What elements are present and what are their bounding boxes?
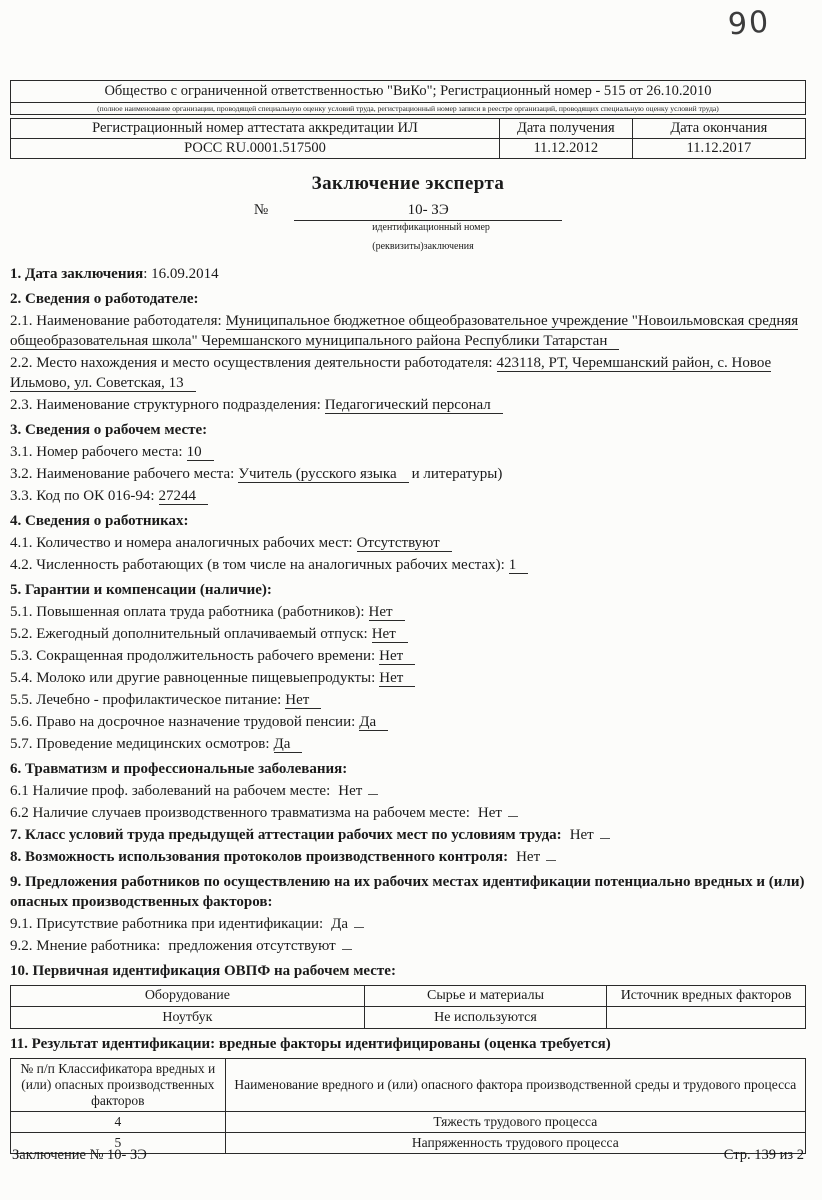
page-footer: [12, 1147, 804, 1164]
guarantee-label: 5.7. Проведение медицинских осмотров:: [10, 736, 270, 752]
cell-raw-materials-value: Не используются: [364, 1007, 606, 1029]
guarantee-value: Нет: [285, 692, 321, 709]
guarantee-item: [10, 668, 806, 688]
guarantee-item: [10, 734, 806, 754]
section-5-heading: 5. Гарантии и компенсации (наличие):: [10, 582, 272, 598]
section-9-heading: 9. Предложения работников по осуществлению на их рабочих местах идентификации потенциально вредных и (или) опасных производственных факторов:: [10, 874, 805, 910]
date-end-label: Дата окончания: [632, 119, 805, 139]
field-2-2-label: 2.2. Место нахождения и место осуществления деятельности работодателя:: [10, 355, 493, 371]
field-9-1-value: Да: [331, 916, 349, 932]
field-2-3: [10, 395, 806, 415]
number-caption: идентификационный номер: [372, 222, 490, 233]
field-3-3-value: 27244: [159, 488, 209, 505]
org-header-table: [10, 80, 806, 115]
fill-line: [600, 826, 610, 839]
section-10-heading: 10. Первичная идентификация ОВПФ на рабочем месте:: [10, 963, 396, 979]
field-7: [10, 825, 806, 845]
field-3-3-label: 3.3. Код по ОК 016-94:: [10, 488, 155, 504]
cell-hazard-source-value: [607, 1007, 806, 1029]
section-6-heading: 6. Травматизм и профессиональные заболевания:: [10, 761, 348, 777]
guarantee-label: 5.4. Молоко или другие равноценные пищевыепродукты:: [10, 670, 376, 686]
field-4-2-label: 4.2. Численность работающих (в том числе на аналогичных рабочих местах):: [10, 557, 505, 573]
field-2-3-value: Педагогический персонал: [325, 397, 503, 414]
guarantee-item: [10, 712, 806, 732]
field-3-1-label: 3.1. Номер рабочего места:: [10, 444, 183, 460]
field-3-2: [10, 464, 806, 484]
guarantee-label: 5.2. Ежегодный дополнительный оплачиваемый отпуск:: [10, 626, 368, 642]
field-date: [10, 264, 806, 284]
section-3-heading: 3. Сведения о рабочем месте:: [10, 422, 208, 438]
field-6-1: [10, 781, 806, 801]
fill-line: [508, 804, 518, 817]
field-9-2-value: предложения отсутствуют: [168, 938, 336, 954]
cell-factor-name: Напряженность трудового процесса: [225, 1133, 805, 1154]
field-4-2-value: 1: [509, 557, 529, 574]
fill-line: [546, 848, 556, 861]
field-date-value: : 16.09.2014: [143, 266, 219, 282]
fill-line: [368, 782, 378, 795]
guarantee-label: 5.5. Лечебно - профилактическое питание:: [10, 692, 282, 708]
footer-page-indicator: Стр. 139 из 2: [723, 1147, 804, 1163]
field-9-2: [10, 936, 806, 956]
guarantee-item: [10, 624, 806, 644]
fill-line: [342, 937, 352, 950]
cell-factor-number: 5: [11, 1133, 226, 1154]
cell-equipment-value: Ноутбук: [11, 1007, 365, 1029]
cell-factor-name: Тяжесть трудового процесса: [225, 1112, 805, 1133]
guarantee-label: 5.1. Повышенная оплата труда работника (работников):: [10, 604, 365, 620]
org-note: (полное наименование организации, проводящей специальную оценку условий труда, регистрационный номер записи в реестре организаций, проводящих специальную оценку условий труда): [11, 103, 806, 115]
date-received-label: Дата получения: [499, 119, 632, 139]
accreditation-table: [10, 118, 806, 159]
guarantee-value: Нет: [379, 670, 415, 687]
col-factor-name: Наименование вредного и (или) опасного фактора производственной среды и трудового процесса: [225, 1059, 805, 1112]
guarantee-value: Да: [359, 714, 388, 731]
field-6-2-label: 6.2 Наличие случаев производственного травматизма на рабочем месте:: [10, 805, 470, 821]
field-8-label: 8. Возможность использования протоколов производственного контроля:: [10, 849, 509, 865]
guarantee-label: 5.3. Сокращенная продолжительность рабочего времени:: [10, 648, 376, 664]
table-row: [11, 1112, 806, 1133]
field-4-2: [10, 555, 806, 575]
col-classifier-number: № п/п Классификатора вредных и (или) опасных производственных факторов: [11, 1059, 226, 1112]
field-3-3: [10, 486, 806, 506]
field-2-1: [10, 311, 806, 351]
fill-line: [354, 915, 364, 928]
field-8-value: Нет: [516, 849, 541, 865]
guarantee-item: [10, 602, 806, 622]
field-3-1: [10, 442, 806, 462]
field-6-2-value: Нет: [477, 805, 502, 821]
field-date-label: 1. Дата заключения: [10, 266, 144, 282]
guarantee-item: [10, 646, 806, 666]
conclusion-number: 10- ЗЭ: [294, 202, 562, 221]
field-4-1-label: 4.1. Количество и номера аналогичных рабочих мест:: [10, 535, 353, 551]
identification-table: [10, 985, 806, 1029]
guarantee-value: Нет: [369, 604, 405, 621]
org-name-line: Общество с ограниченной ответственностью "ВиКо"; Регистрационный номер - 515 от 26.10.2010: [11, 81, 806, 103]
field-8: [10, 847, 806, 867]
field-2-1-label: 2.1. Наименование работодателя:: [10, 313, 222, 329]
cell-factor-number: 4: [11, 1112, 226, 1133]
number-caption-2: (реквизиты)заключения: [372, 241, 474, 252]
field-9-1-label: 9.1. Присутствие работника при идентификации:: [10, 916, 324, 932]
guarantee-value: Нет: [379, 648, 415, 665]
field-7-label: 7. Класс условий труда предыдущей аттестации рабочих мест по условиям труда:: [10, 827, 562, 843]
col-hazard-source: Источник вредных факторов: [607, 986, 806, 1007]
document-body: [10, 264, 806, 1154]
field-2-1-value: Муниципальное бюджетное общеобразовательное учреждение "Новоильмовская средняя общеобразовательная школа" Черемшанского муниципального района Республики Татарстан: [10, 313, 799, 349]
field-3-2-label: 3.2. Наименование рабочего места:: [10, 466, 235, 482]
field-6-1-value: Нет: [338, 783, 363, 799]
section-2-heading: 2. Сведения о работодателе:: [10, 291, 199, 307]
field-2-2: [10, 353, 806, 393]
field-7-value: Нет: [569, 827, 594, 843]
field-3-2-value: Учитель (русского языка: [238, 466, 408, 483]
field-2-2-value: 423118, РТ, Черемшанский район, с. Новое Ильмово, ул. Советская, 13: [10, 355, 772, 391]
number-sign: №: [253, 202, 269, 218]
accreditation-label: Регистрационный номер аттестата аккредитации ИЛ: [11, 119, 500, 139]
date-end-value: 11.12.2017: [632, 139, 805, 159]
field-4-1: [10, 533, 806, 553]
result-table: [10, 1058, 806, 1154]
col-equipment: Оборудование: [11, 986, 365, 1007]
guarantee-value: Нет: [372, 626, 408, 643]
field-6-1-label: 6.1 Наличие проф. заболеваний на рабочем месте:: [10, 783, 331, 799]
field-9-2-label: 9.2. Мнение работника:: [10, 938, 161, 954]
footer-conclusion-number: Заключение № 10- ЗЭ: [12, 1147, 147, 1163]
guarantee-value: Да: [274, 736, 303, 753]
guarantee-item: [10, 690, 806, 710]
section-11-heading: 11. Результат идентификации: вредные факторы идентифицированы (оценка требуется): [10, 1036, 611, 1052]
field-9-1: [10, 914, 806, 934]
page-title: Заключение эксперта: [311, 173, 505, 194]
field-2-3-label: 2.3. Наименование структурного подразделения:: [10, 397, 321, 413]
field-6-2: [10, 803, 806, 823]
col-raw-materials: Сырье и материалы: [364, 986, 606, 1007]
handwritten-page-number: 90: [726, 4, 772, 43]
accreditation-number: РОСС RU.0001.517500: [11, 139, 500, 159]
conclusion-number-row: [10, 202, 806, 221]
date-received-value: 11.12.2012: [499, 139, 632, 159]
field-3-1-value: 10: [187, 444, 214, 461]
guarantee-label: 5.6. Право на досрочное назначение трудовой пенсии:: [10, 714, 356, 730]
field-3-2-suffix: и литературы): [411, 466, 503, 482]
section-4-heading: 4. Сведения о работниках:: [10, 513, 189, 529]
field-4-1-value: Отсутствуют: [357, 535, 452, 552]
